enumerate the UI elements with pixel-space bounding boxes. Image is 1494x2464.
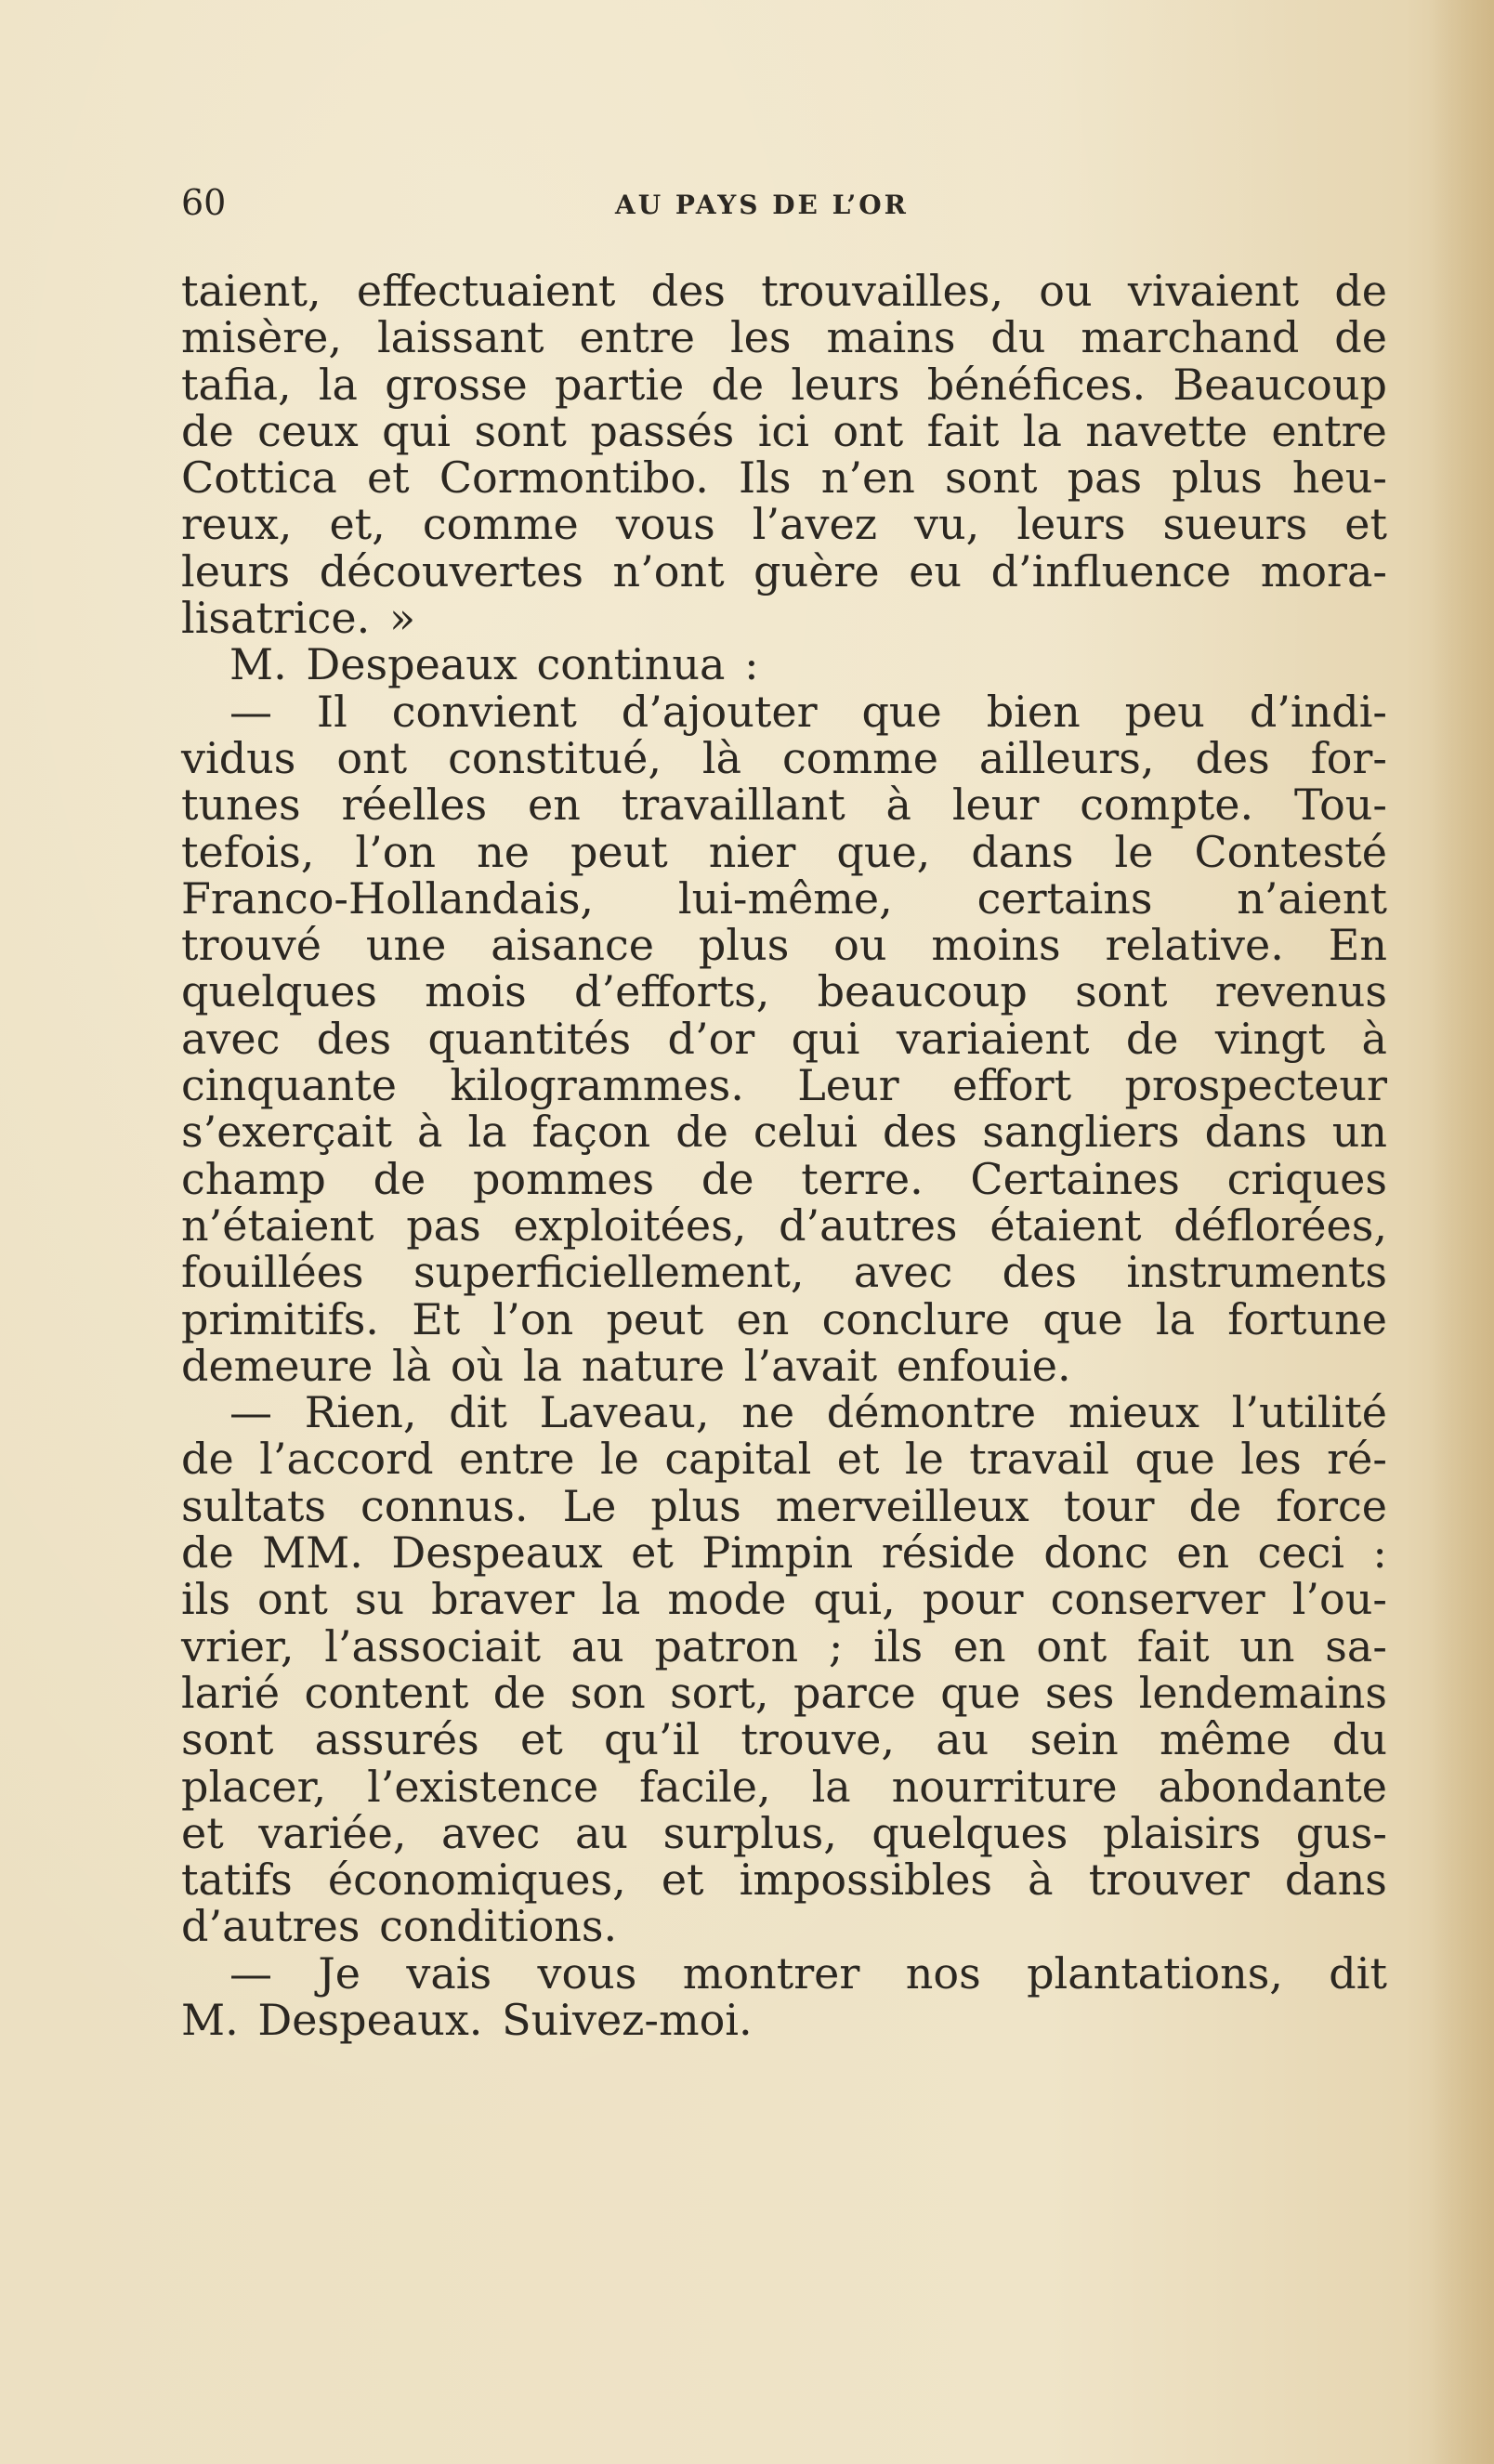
- text-line: Cottica et Cormontibo. Ils n’en sont pas plus heu-: [181, 452, 1387, 504]
- text-line: d’autres conditions.: [181, 1901, 618, 1952]
- text-line: ils ont su braver la mode qui, pour conserver l’ou-: [181, 1574, 1387, 1625]
- text-line: vidus ont constitué, là comme ailleurs, des for-: [181, 732, 1387, 783]
- page-edge-shadow: [1429, 0, 1494, 2464]
- text-line: lisatrice. »: [181, 593, 416, 644]
- text-line: vrier, l’associait au patron ; ils en ont fait un sa-: [181, 1620, 1387, 1671]
- text-line: tefois, l’on ne peut nier que, dans le Contesté: [181, 826, 1387, 877]
- text-line: M. Despeaux continua :: [229, 639, 759, 690]
- paragraph: [181, 266, 1387, 644]
- text-line: tafia, la grosse partie de leurs bénéfices. Beaucoup: [181, 359, 1387, 410]
- text-line: de l’accord entre le capital et le travail que les ré-: [181, 1434, 1387, 1485]
- text-line: M. Despeaux. Suivez-moi.: [181, 1994, 753, 2045]
- text-line: demeure là où la nature l’avait enfouie.: [181, 1340, 1071, 1391]
- text-line: quelques mois d’efforts, beaucoup sont revenus: [181, 966, 1387, 1017]
- text-line: s’exerçait à la façon de celui des sangliers dans un: [181, 1107, 1387, 1158]
- text-line: cinquante kilogrammes. Leur effort prospecteur: [181, 1060, 1387, 1111]
- text-line: fouillées superficiellement, avec des instruments: [181, 1247, 1387, 1298]
- paragraph: [181, 688, 1387, 1389]
- paragraph: [181, 1947, 1387, 2045]
- text-line: larié content de son sort, parce que ses lendemains: [181, 1667, 1387, 1718]
- text-line: champ de pommes de terre. Certaines criques: [181, 1153, 1387, 1204]
- text-line: tunes réelles en travaillant à leur compte. Tou-: [181, 780, 1387, 831]
- running-title: AU PAYS DE L’OR: [615, 190, 909, 220]
- text-line: trouvé une aisance plus ou moins relative. En: [181, 920, 1387, 971]
- text-line: et variée, avec au surplus, quelques plaisirs gus-: [181, 1807, 1387, 1858]
- text-line: n’étaient pas exploitées, d’autres étaient déflorées,: [181, 1199, 1387, 1251]
- paragraph: [181, 1389, 1387, 1950]
- text-line: placer, l’existence facile, la nourriture abondante: [181, 1761, 1387, 1812]
- text-line: reux, et, comme vous l’avez vu, leurs sueurs et: [181, 499, 1387, 550]
- page-header: [181, 182, 1389, 229]
- paragraph: [181, 641, 1387, 688]
- text-line: tatifs économiques, et impossibles à trouver dans: [181, 1855, 1387, 1906]
- text-line: taient, effectuaient des trouvailles, ou vivaient de: [181, 266, 1387, 316]
- text-line: leurs découvertes n’ont guère eu d’influence mora-: [181, 545, 1387, 596]
- text-line: de MM. Despeaux et Pimpin réside donc en ceci :: [181, 1527, 1387, 1579]
- page-number: 60: [181, 182, 227, 223]
- text-line: de ceux qui sont passés ici ont fait la navette entre: [181, 405, 1387, 456]
- text-line: avec des quantités d’or qui variaient de vingt à: [181, 1013, 1387, 1064]
- text-line: — Il convient d’ajouter que bien peu d’indi-: [229, 686, 1387, 737]
- text-line: — Rien, dit Laveau, ne démontre mieux l’utilité: [229, 1387, 1387, 1438]
- text-line: sultats connus. Le plus merveilleux tour de force: [181, 1480, 1387, 1531]
- text-line: sont assurés et qu’il trouve, au sein même du: [181, 1714, 1387, 1765]
- text-line: — Je vais vous montrer nos plantations, dit: [229, 1947, 1387, 1999]
- text-line: Franco-Hollandais, lui-même, certains n’aient: [181, 872, 1387, 924]
- text-line: primitifs. Et l’on peut en conclure que la fortune: [181, 1293, 1387, 1344]
- text-line: misère, laissant entre les mains du marchand de: [181, 312, 1387, 363]
- body-text: [181, 268, 1387, 2043]
